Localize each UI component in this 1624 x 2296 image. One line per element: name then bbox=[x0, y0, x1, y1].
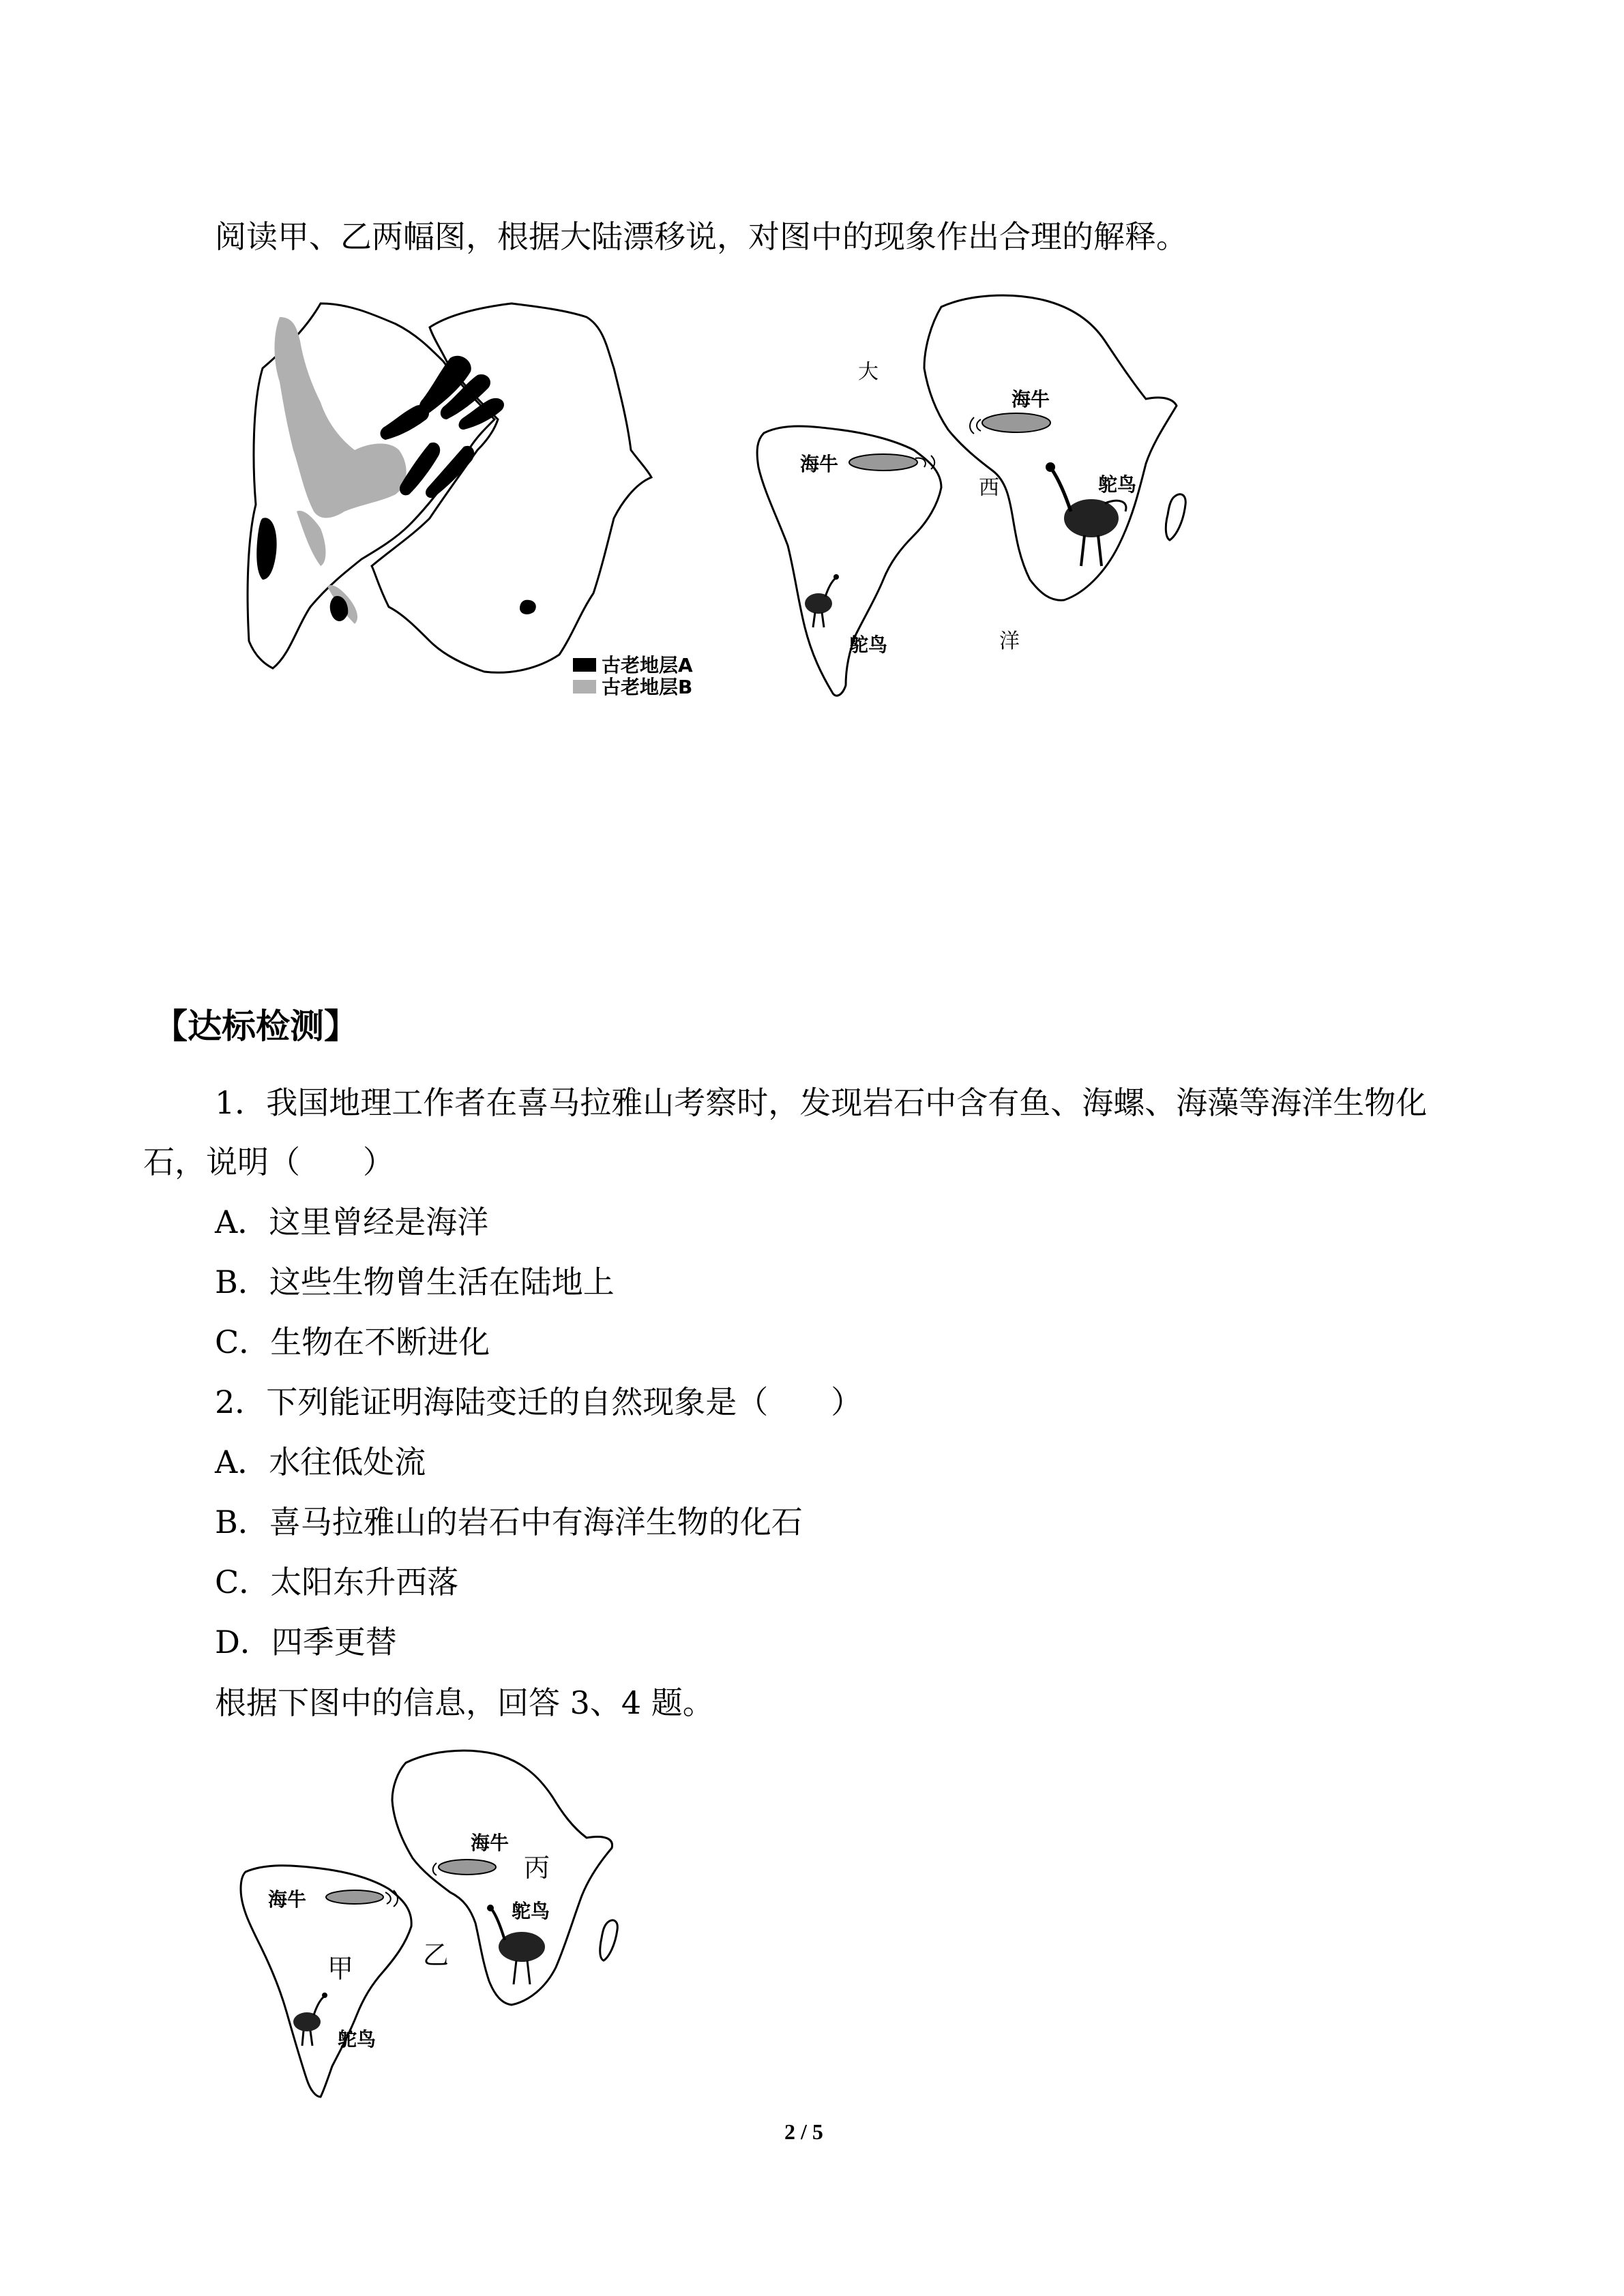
q1-option-c: C．生物在不断进化 bbox=[215, 1324, 490, 1360]
ostrich-label-africa: 鸵鸟 bbox=[512, 1900, 550, 1922]
manatee-label-sa: 海牛 bbox=[800, 453, 839, 475]
legend-label-a: 古老地层A bbox=[602, 654, 693, 676]
q2-option-d: D．四季更替 bbox=[215, 1624, 397, 1660]
legend-swatch-a bbox=[573, 658, 596, 672]
q1-option-b: B．这些生物曾生活在陆地上 bbox=[215, 1264, 615, 1300]
ostrich-label-sa: 鸵鸟 bbox=[338, 2028, 377, 2051]
q2-option-a: A．水往低处流 bbox=[215, 1444, 426, 1480]
page-number: 2 / 5 bbox=[784, 2119, 823, 2144]
ostrich-label-africa: 鸵鸟 bbox=[1098, 473, 1137, 496]
south-america-outline bbox=[241, 1866, 411, 2097]
region-label-jia: 甲 bbox=[327, 1954, 354, 1984]
animal-distribution-map-upper bbox=[737, 286, 1228, 709]
q1-line2: 石，说明（ ） bbox=[143, 1144, 394, 1180]
animal-distribution-map-lower bbox=[235, 1746, 631, 2100]
intro-text: 阅读甲、乙两幅图，根据大陆漂移说，对图中的现象作出合理的解释。 bbox=[215, 218, 1187, 255]
region-label-yi: 乙 bbox=[423, 1940, 449, 1970]
q1-line1: 1．我国地理工作者在喜马拉雅山考察时，发现岩石中含有鱼、海螺、海藻等海洋生物化 bbox=[215, 1084, 1428, 1121]
madagascar-outline bbox=[1166, 494, 1185, 540]
ocean-char-2: 西 bbox=[979, 476, 999, 500]
legend-swatch-b bbox=[573, 680, 596, 694]
manatee-label-sa: 海牛 bbox=[268, 1888, 307, 1911]
section-title: 【达标检测】 bbox=[153, 1007, 358, 1046]
ocean-char-1: 大 bbox=[858, 360, 879, 384]
continent-fit-map bbox=[225, 286, 693, 709]
region-label-bing: 丙 bbox=[524, 1853, 550, 1883]
africa-outline bbox=[924, 295, 1177, 600]
q34-intro: 根据下图中的信息，回答 3、4 题。 bbox=[215, 1684, 714, 1721]
ocean-char-3: 洋 bbox=[999, 629, 1020, 653]
q2-option-c: C．太阳东升西落 bbox=[215, 1564, 459, 1600]
q2-stem: 2．下列能证明海陆变迁的自然现象是（ ） bbox=[215, 1384, 863, 1420]
stratum-a-9 bbox=[520, 600, 536, 614]
q1-option-a: A．这里曾经是海洋 bbox=[215, 1204, 489, 1240]
manatee-label-africa: 海牛 bbox=[1012, 388, 1050, 411]
manatee-label-africa: 海牛 bbox=[471, 1832, 510, 1854]
legend-label-b: 古老地层B bbox=[602, 676, 693, 698]
madagascar-outline bbox=[600, 1920, 618, 1960]
ostrich-label-sa: 鸵鸟 bbox=[849, 633, 888, 656]
q2-option-b: B．喜马拉雅山的岩石中有海洋生物的化石 bbox=[215, 1504, 803, 1540]
